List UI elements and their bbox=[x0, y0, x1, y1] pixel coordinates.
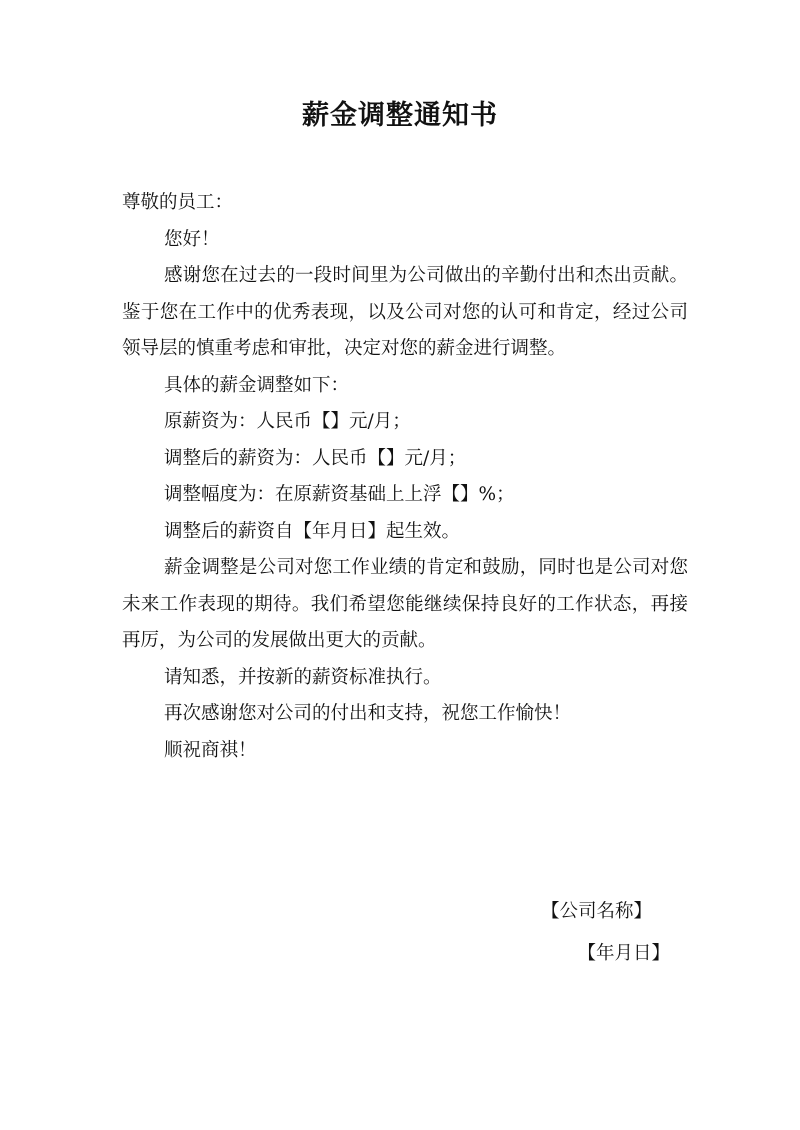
document-title: 薪金调整通知书 bbox=[302, 100, 498, 131]
signature-company: 【公司名称】 bbox=[540, 901, 652, 922]
effective-date-line: 调整后的薪资自【年月日】起生效。 bbox=[164, 520, 461, 542]
paragraph-encourage: 薪金调整是公司对您工作业绩的肯定和鼓励，同时也是公司对您未来工作表现的期待。我们希望您能继续保持良好的工作状态，再接再厉，为公司的发展做出更大的贡献。 bbox=[122, 557, 688, 651]
closing-line: 顺祝商祺！ bbox=[164, 739, 257, 761]
salutation: 尊敬的员工： bbox=[122, 192, 234, 213]
notice-line: 请知悉，并按新的薪资标准执行。 bbox=[164, 666, 442, 688]
paragraph-thanks: 感谢您在过去的一段时间里为公司做出的辛勤付出和杰出贡献。鉴于您在工作中的优秀表现，以及公司对您的认可和肯定，经过公司领导层的慎重考虑和审批，决定对您的薪金进行调整。 bbox=[122, 265, 688, 359]
thanks-again-line: 再次感谢您对公司的付出和支持，祝您工作愉快！ bbox=[164, 703, 572, 724]
details-intro: 具体的薪金调整如下： bbox=[164, 374, 350, 396]
adjusted-salary-line: 调整后的薪资为：人民币【】元/月； bbox=[164, 447, 467, 469]
adjustment-range-line: 调整幅度为：在原薪资基础上上浮【】%； bbox=[164, 484, 515, 505]
signature-date: 【年月日】 bbox=[577, 943, 670, 964]
letter-body bbox=[122, 185, 688, 769]
greeting: 您好！ bbox=[164, 228, 220, 250]
original-salary-line: 原薪资为：人民币【】元/月； bbox=[164, 411, 411, 432]
